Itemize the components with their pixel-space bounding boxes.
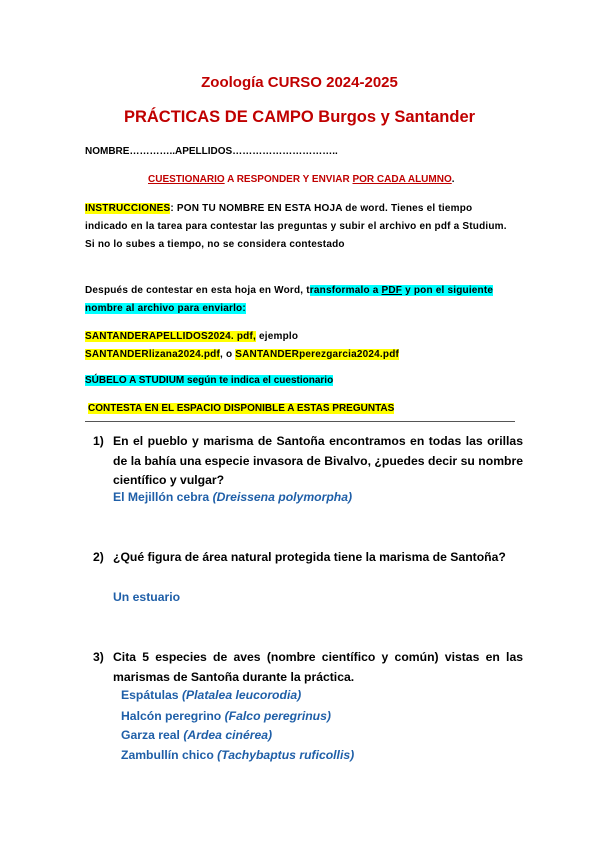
answer-common-name: El Mejillón cebra: [113, 490, 213, 504]
answer-1: [113, 490, 352, 504]
filename-example-label: ejemplo: [256, 331, 299, 342]
course-title: Zoología CURSO 2024-2025: [201, 74, 398, 91]
question-number: 2): [93, 550, 104, 564]
answer-2: [113, 590, 180, 604]
upload-text: SÚBELO A STUDIUM según te indica el cuestionario: [85, 375, 334, 386]
filename-paragraph: [85, 328, 517, 364]
answer-common-name: Garza real: [121, 728, 184, 742]
section-heading: [88, 403, 394, 414]
filename-pattern: SANTANDERAPELLIDOS2024. pdf,: [85, 331, 256, 342]
question-text: ¿Qué figura de área natural protegida tiene la marisma de Santoña?: [113, 550, 506, 564]
divider: [85, 421, 515, 422]
instructions-paragraph: [85, 200, 517, 254]
questionnaire-period: .: [451, 174, 455, 185]
answer-3-item-4: [121, 748, 354, 762]
filename-example-2: SANTANDERperezgarcia2024.pdf: [235, 349, 400, 360]
instructions-text: : PON TU NOMBRE EN ESTA HOJA de word. Tienes el tiempo indicado en la tarea para contestar las preguntas y subir el archivo en pdf a Studium. Si no lo subes a tiempo, no se considera contestado: [85, 203, 507, 250]
name-line: NOMBRE…………..APELLIDOS…………………………..: [85, 146, 338, 157]
answer-scientific-name: (Tachybaptus ruficollis): [217, 748, 355, 762]
filename-example-1: SANTANDERlizana2024.pdf: [85, 349, 220, 360]
filename-separator: , o: [220, 349, 236, 360]
question-text: En el pueblo y marisma de Santoña encontramos en todas las orillas de la bahía una especie invasora de Bivalvo, ¿puedes decir su nombre científico y vulgar?: [113, 434, 523, 487]
answer-scientific-name: (Ardea cinérea): [183, 728, 273, 742]
after-answer-paragraph: [85, 282, 517, 318]
practice-subtitle: PRÁCTICAS DE CAMPO Burgos y Santander: [123, 108, 476, 126]
answer-common-name: Espátulas: [121, 688, 182, 702]
after-text: Después de contestar en esta hoja en Word, t: [85, 285, 310, 296]
section-heading-text: CONTESTA EN EL ESPACIO DISPONIBLE A ESTAS PREGUNTAS: [88, 403, 395, 414]
answer-scientific-name: (Falco peregrinus): [224, 709, 331, 723]
questionnaire-word: CUESTIONARIO: [148, 174, 225, 185]
per-student-word: POR CADA ALUMNO: [352, 174, 452, 185]
answer-scientific-name: (Dreissena polymorpha): [212, 490, 353, 504]
question-3: [93, 648, 523, 687]
answer-3-item-2: [121, 709, 331, 723]
question-number: 3): [93, 650, 104, 664]
question-number: 1): [93, 434, 104, 448]
after-highlight-pdf: PDF: [381, 285, 403, 296]
answer-common-name: Zambullín chico: [121, 748, 218, 762]
question-2: [93, 548, 523, 568]
questionnaire-line: [148, 174, 455, 185]
answer-scientific-name: (Platalea leucorodia): [181, 688, 302, 702]
instructions-label: INSTRUCCIONES: [85, 203, 171, 214]
answer-common-name: Halcón peregrino: [121, 709, 225, 723]
after-highlight-1: ransformalo a: [309, 285, 382, 296]
answer-3-item-1: [121, 688, 301, 702]
question-text: Cita 5 especies de aves (nombre científico y común) vistas en las marismas de Santoña durante la práctica.: [113, 650, 523, 684]
after-highlight-3: y pon el siguiente nombre al archivo para enviarlo:: [85, 285, 494, 314]
questionnaire-mid: A RESPONDER Y ENVIAR: [224, 174, 353, 185]
answer-common-name: Un estuario: [113, 590, 181, 604]
answer-3-item-3: [121, 728, 272, 742]
upload-line: [85, 375, 333, 386]
question-1: [93, 432, 523, 491]
